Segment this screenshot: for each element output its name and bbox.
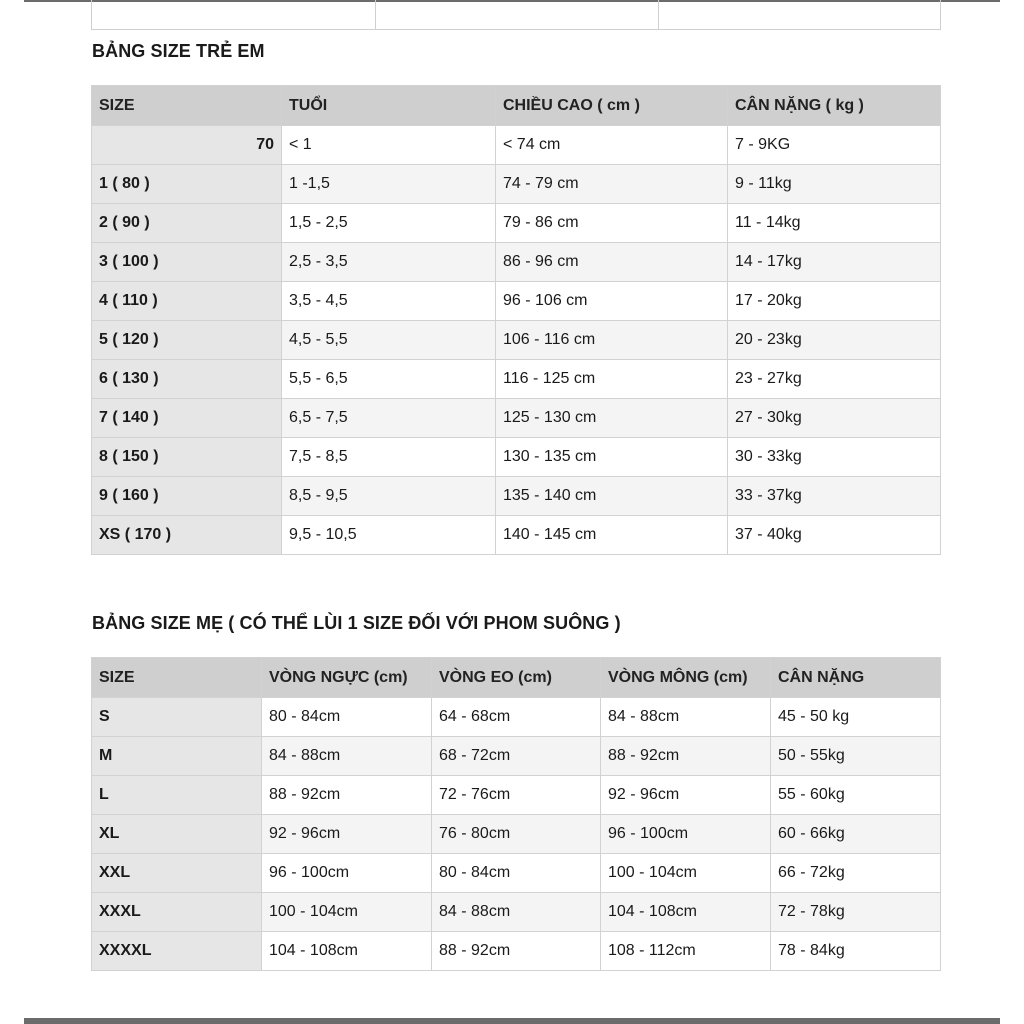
size-cell: 5 ( 120 ): [92, 321, 282, 360]
size-cell: 6 ( 130 ): [92, 360, 282, 399]
table-cell: 88 - 92cm: [262, 776, 432, 815]
table-cell: 30 - 33kg: [728, 438, 941, 477]
table-cell: 80 - 84cm: [432, 854, 601, 893]
table-cell: 45 - 50 kg: [771, 698, 941, 737]
table-cell: 17 - 20kg: [728, 282, 941, 321]
table-cell: 84 - 88cm: [432, 893, 601, 932]
bottom-divider: [24, 1018, 1000, 1024]
table-cell: 7,5 - 8,5: [282, 438, 496, 477]
table-cell: 84 - 88cm: [262, 737, 432, 776]
table-cell: 11 - 14kg: [728, 204, 941, 243]
size-cell: M: [92, 737, 262, 776]
header-size: SIZE: [92, 86, 282, 126]
table-row: [92, 893, 941, 932]
table-cell: 55 - 60kg: [771, 776, 941, 815]
table-cell: 88 - 92cm: [601, 737, 771, 776]
size-cell: 3 ( 100 ): [92, 243, 282, 282]
table-cell: 3,5 - 4,5: [282, 282, 496, 321]
table-row: [92, 360, 941, 399]
size-cell: S: [92, 698, 262, 737]
table-row: [92, 516, 941, 555]
table-cell: 96 - 100cm: [262, 854, 432, 893]
size-cell: XXXL: [92, 893, 262, 932]
table-row: [92, 165, 941, 204]
table-cell: 7 - 9KG: [728, 126, 941, 165]
previous-table-remnant: [91, 0, 941, 30]
size-cell: 4 ( 110 ): [92, 282, 282, 321]
table-cell: 1 -1,5: [282, 165, 496, 204]
header-height: CHIỀU CAO ( cm ): [496, 86, 728, 126]
table-cell: 140 - 145 cm: [496, 516, 728, 555]
table-row: [92, 438, 941, 477]
table-row: [92, 126, 941, 165]
table-cell: 9 - 11kg: [728, 165, 941, 204]
table-cell: 50 - 55kg: [771, 737, 941, 776]
table-cell: 79 - 86 cm: [496, 204, 728, 243]
table-cell: 84 - 88cm: [601, 698, 771, 737]
header-weight: CÂN NẶNG ( kg ): [728, 86, 941, 126]
table-row: [92, 477, 941, 516]
kids-size-title: BẢNG SIZE TRẺ EM: [92, 41, 265, 61]
table-cell: 100 - 104cm: [262, 893, 432, 932]
table-cell: 64 - 68cm: [432, 698, 601, 737]
size-cell: XL: [92, 815, 262, 854]
table-cell: 72 - 78kg: [771, 893, 941, 932]
table-row: [92, 815, 941, 854]
table-row: [92, 204, 941, 243]
header-size: SIZE: [92, 658, 262, 698]
table-cell: 104 - 108cm: [262, 932, 432, 971]
table-cell: 23 - 27kg: [728, 360, 941, 399]
table-cell: 125 - 130 cm: [496, 399, 728, 438]
header-hip: VÒNG MÔNG (cm): [601, 658, 771, 698]
table-cell: < 74 cm: [496, 126, 728, 165]
mom-size-title: BẢNG SIZE MẸ ( CÓ THỂ LÙI 1 SIZE ĐỐI VỚI PHOM SUÔNG ): [92, 613, 621, 633]
size-cell: 70: [92, 126, 282, 165]
table-row: [92, 321, 941, 360]
table-cell: 76 - 80cm: [432, 815, 601, 854]
table-cell: 92 - 96cm: [601, 776, 771, 815]
table-cell: 135 - 140 cm: [496, 477, 728, 516]
header-weight: CÂN NẶNG: [771, 658, 941, 698]
table-cell: 33 - 37kg: [728, 477, 941, 516]
size-cell: XXXXL: [92, 932, 262, 971]
table-cell: 5,5 - 6,5: [282, 360, 496, 399]
remnant-column-divider: [375, 0, 376, 29]
table-cell: 8,5 - 9,5: [282, 477, 496, 516]
table-header-row: [92, 658, 941, 698]
size-cell: 8 ( 150 ): [92, 438, 282, 477]
table-row: [92, 776, 941, 815]
header-bust: VÒNG NGỰC (cm): [262, 658, 432, 698]
table-row: [92, 737, 941, 776]
table-row: [92, 243, 941, 282]
table-cell: 72 - 76cm: [432, 776, 601, 815]
table-header-row: [92, 86, 941, 126]
table-row: [92, 282, 941, 321]
table-row: [92, 698, 941, 737]
table-cell: 108 - 112cm: [601, 932, 771, 971]
table-cell: 74 - 79 cm: [496, 165, 728, 204]
table-cell: 130 - 135 cm: [496, 438, 728, 477]
size-cell: 9 ( 160 ): [92, 477, 282, 516]
size-cell: 1 ( 80 ): [92, 165, 282, 204]
table-cell: 104 - 108cm: [601, 893, 771, 932]
table-cell: 92 - 96cm: [262, 815, 432, 854]
table-cell: 2,5 - 3,5: [282, 243, 496, 282]
table-cell: 100 - 104cm: [601, 854, 771, 893]
size-cell: XXL: [92, 854, 262, 893]
table-cell: 80 - 84cm: [262, 698, 432, 737]
table-cell: 116 - 125 cm: [496, 360, 728, 399]
table-row: [92, 932, 941, 971]
table-cell: 60 - 66kg: [771, 815, 941, 854]
table-cell: 96 - 106 cm: [496, 282, 728, 321]
table-cell: 37 - 40kg: [728, 516, 941, 555]
size-cell: L: [92, 776, 262, 815]
table-cell: 20 - 23kg: [728, 321, 941, 360]
size-cell: XS ( 170 ): [92, 516, 282, 555]
table-cell: 14 - 17kg: [728, 243, 941, 282]
header-waist: VÒNG EO (cm): [432, 658, 601, 698]
table-cell: 88 - 92cm: [432, 932, 601, 971]
table-cell: 9,5 - 10,5: [282, 516, 496, 555]
table-cell: 27 - 30kg: [728, 399, 941, 438]
size-cell: 7 ( 140 ): [92, 399, 282, 438]
header-age: TUỔI: [282, 86, 496, 126]
table-cell: < 1: [282, 126, 496, 165]
table-cell: 66 - 72kg: [771, 854, 941, 893]
table-cell: 6,5 - 7,5: [282, 399, 496, 438]
table-cell: 1,5 - 2,5: [282, 204, 496, 243]
table-cell: 4,5 - 5,5: [282, 321, 496, 360]
remnant-column-divider: [658, 0, 659, 29]
size-cell: 2 ( 90 ): [92, 204, 282, 243]
table-row: [92, 399, 941, 438]
table-cell: 78 - 84kg: [771, 932, 941, 971]
kids-size-table: [91, 85, 941, 555]
table-cell: 96 - 100cm: [601, 815, 771, 854]
mom-size-table: [91, 657, 941, 971]
table-cell: 68 - 72cm: [432, 737, 601, 776]
table-row: [92, 854, 941, 893]
table-cell: 106 - 116 cm: [496, 321, 728, 360]
table-cell: 86 - 96 cm: [496, 243, 728, 282]
